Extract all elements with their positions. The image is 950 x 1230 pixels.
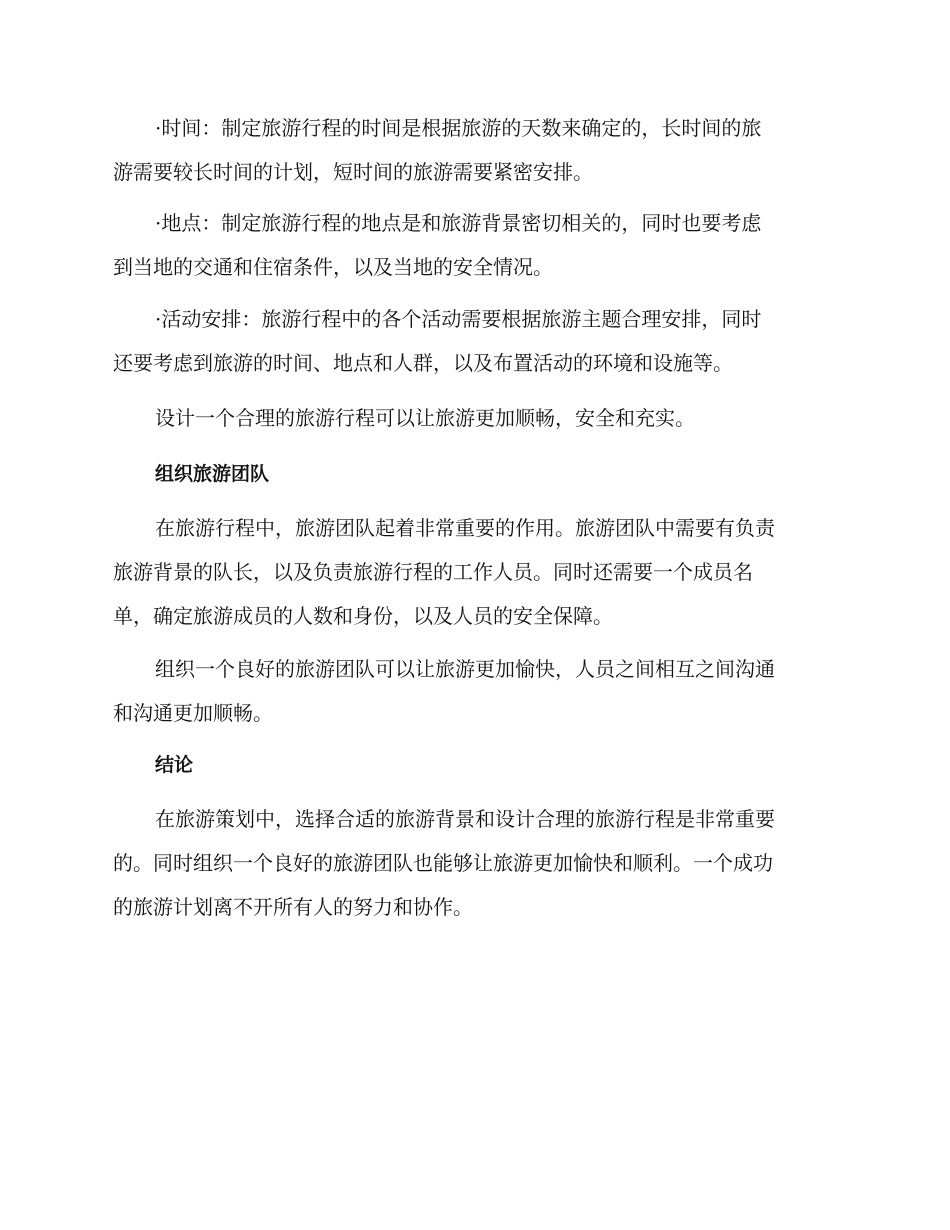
team-paragraph-2-line-2: 和沟通更加顺畅。 [113, 701, 273, 725]
conclusion-line-1: 在旅游策划中，选择合适的旅游背景和设计合理的旅游行程是非常重要 [155, 807, 775, 831]
bullet-time-line-1: ·时间：制定旅游行程的时间是根据旅游的天数来确定的，长时间的旅 [155, 116, 762, 140]
team-section-heading: 组织旅游团队 [155, 463, 270, 485]
conclusion-heading: 结论 [155, 754, 194, 776]
team-paragraph-1-line-2: 旅游背景的队长，以及负责旅游行程的工作人员。同时还需要一个成员名 [113, 560, 753, 584]
team-paragraph-1 [113, 506, 833, 638]
bullet-activities [113, 297, 833, 385]
bullet-time [113, 106, 833, 194]
itinerary-summary-paragraph [113, 396, 833, 440]
team-paragraph-2-line-1: 组织一个良好的旅游团队可以让旅游更加愉快，人员之间相互之间沟通 [155, 657, 775, 681]
conclusion-paragraph [113, 797, 833, 929]
bullet-location-line-2: 到当地的交通和住宿条件，以及当地的安全情况。 [113, 255, 553, 279]
team-paragraph-1-line-3: 单，确定旅游成员的人数和身份，以及人员的安全保障。 [113, 604, 613, 628]
bullet-location [113, 201, 833, 289]
bullet-activities-line-1: ·活动安排：旅游行程中的各个活动需要根据旅游主题合理安排，同时 [155, 307, 762, 331]
itinerary-summary-line: 设计一个合理的旅游行程可以让旅游更加顺畅，安全和充实。 [155, 406, 695, 430]
bullet-activities-line-2: 还要考虑到旅游的时间、地点和人群，以及布置活动的环境和设施等。 [113, 351, 733, 375]
team-paragraph-2 [113, 647, 833, 735]
bullet-location-line-1: ·地点：制定旅游行程的地点是和旅游背景密切相关的，同时也要考虑 [155, 211, 762, 235]
team-paragraph-1-line-1: 在旅游行程中，旅游团队起着非常重要的作用。旅游团队中需要有负责 [155, 516, 775, 540]
conclusion-line-2: 的。同时组织一个良好的旅游团队也能够让旅游更加愉快和顺利。一个成功 [113, 851, 773, 875]
conclusion-line-3: 的旅游计划离不开所有人的努力和协作。 [113, 895, 473, 919]
bullet-time-line-2: 游需要较长时间的计划，短时间的旅游需要紧密安排。 [113, 160, 593, 184]
